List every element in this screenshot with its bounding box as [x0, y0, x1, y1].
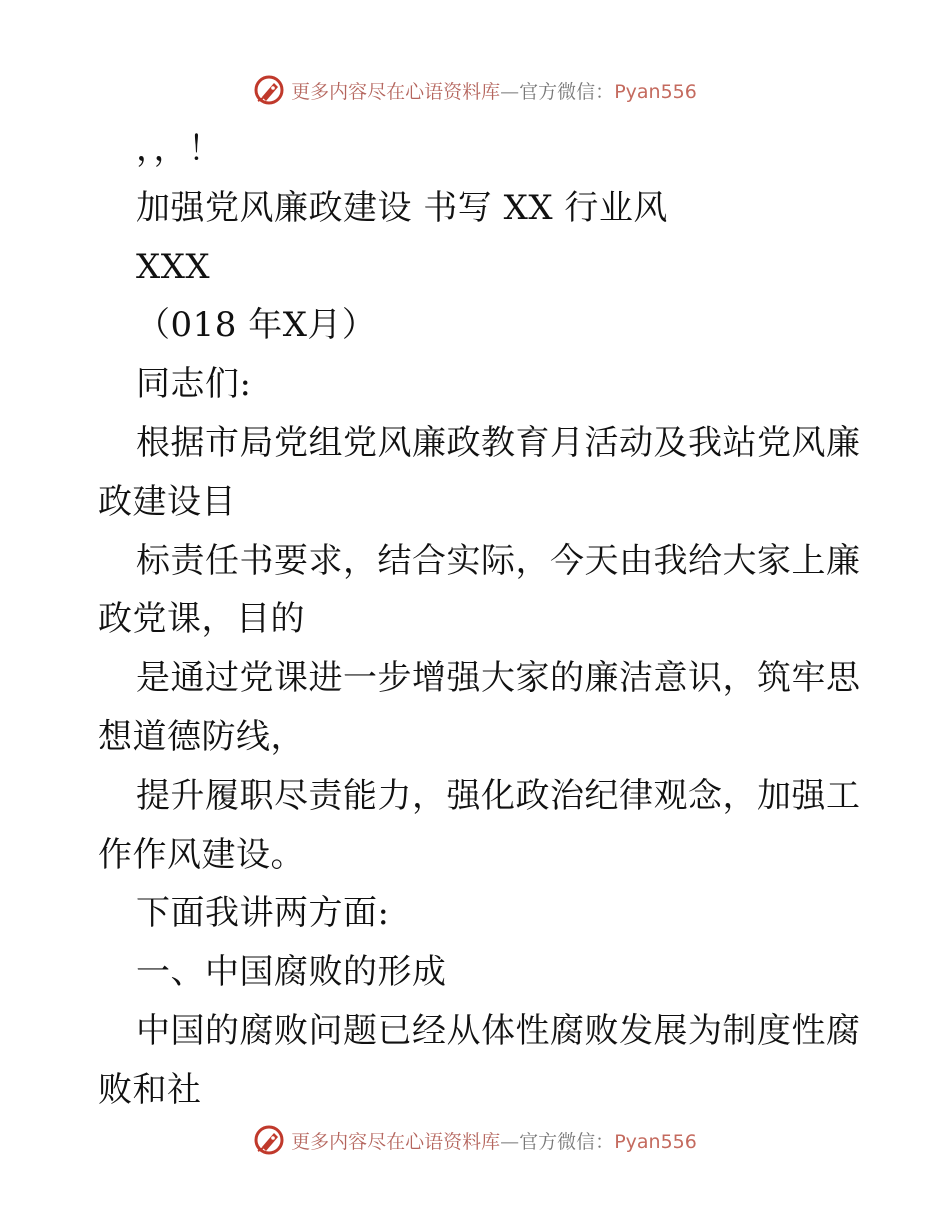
watermark-wechat-label: 官方微信：: [519, 80, 615, 103]
document-line: 是通过党课进一步增强大家的廉洁意识，筑牢思: [136, 658, 861, 699]
document-line: 一、中国腐败的形成: [136, 952, 447, 993]
document-line: 加强党风廉政建设 书写 XX 行业风: [136, 187, 668, 228]
document-line: 败和社: [98, 1069, 202, 1110]
document-line: 中国的腐败问题已经从体性腐败发展为制度性腐: [136, 1010, 861, 1051]
watermark-separator: —: [500, 1130, 520, 1153]
document-line: 政党课，目的: [98, 599, 305, 640]
footer-watermark: [0, 1120, 950, 1160]
document-line: （018 年X月）: [136, 305, 377, 346]
document-line: 提升履职尽责能力，强化政治纪律观念，加强工: [136, 775, 861, 816]
header-watermark: [0, 70, 950, 110]
watermark-site-text: 更多内容尽在心语资料库: [291, 80, 501, 103]
watermark-wechat-label: 官方微信：: [519, 1130, 615, 1153]
document-line: 下面我讲两方面:: [136, 893, 390, 934]
watermark-text: [291, 77, 697, 104]
document-line: 标责任书要求，结合实际，今天由我给大家上廉: [136, 540, 861, 581]
document-line: ，，！: [136, 129, 223, 169]
watermark-separator: —: [500, 80, 520, 103]
watermark-text: [291, 1127, 697, 1154]
document-line: XXX: [136, 246, 211, 287]
document-line: 想道德防线，: [98, 716, 305, 757]
document-line: 政建设目: [98, 481, 236, 522]
watermark-account: Pyan556: [614, 1130, 697, 1153]
pen-nib-circle-icon: [253, 74, 285, 106]
pen-nib-circle-icon: [253, 1124, 285, 1156]
document-body: [98, 120, 861, 1120]
watermark-account: Pyan556: [614, 80, 697, 103]
document-line: 根据市局党组党风廉政教育月活动及我站党风廉: [136, 422, 861, 463]
document-line: 作作风建设。: [98, 834, 305, 875]
watermark-site-text: 更多内容尽在心语资料库: [291, 1130, 501, 1153]
document-line: 同志们:: [136, 364, 252, 405]
